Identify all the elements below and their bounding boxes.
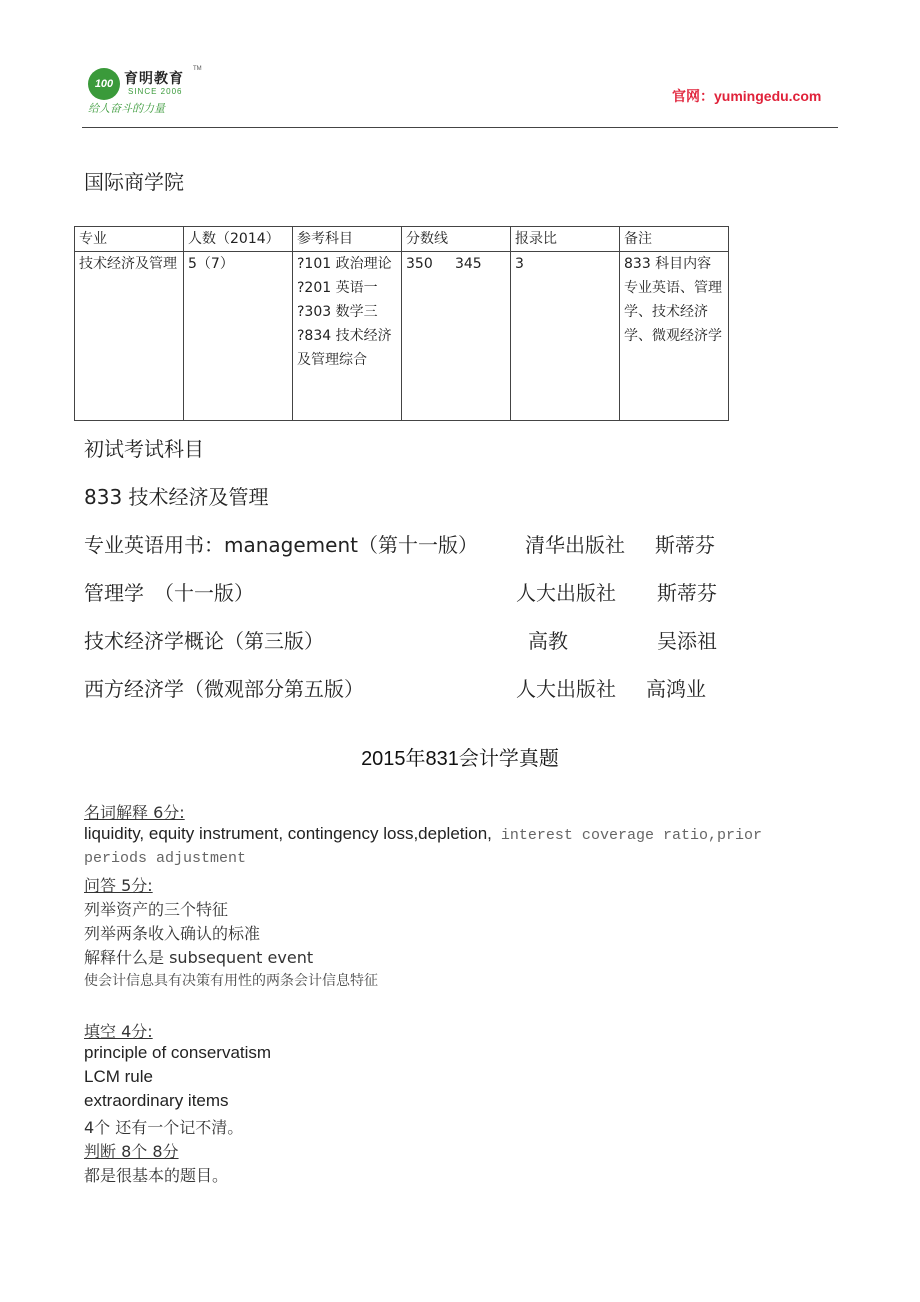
question: 解释什么是 subsequent event	[84, 948, 314, 967]
major-cell: 技术经济及管理	[75, 252, 184, 421]
book-publisher: 清华出版社	[525, 533, 625, 557]
judge-note: 都是很基本的题目。	[84, 1166, 229, 1185]
book-title: 技术经济学概论（第三版）	[84, 629, 324, 653]
book-publisher: 人大出版社	[516, 581, 616, 605]
subject: ?201 英语一	[297, 280, 378, 296]
score-cell: 350 345	[402, 252, 511, 421]
section-label: 问答 5分:	[84, 876, 153, 895]
book-publisher: 高教	[528, 629, 568, 653]
book-author: 高鸿业	[646, 677, 706, 701]
school-heading: 国际商学院	[84, 170, 184, 194]
question: 列举资产的三个特征	[84, 900, 229, 919]
subject: ?101 政治理论	[297, 256, 392, 272]
book-author: 斯蒂芬	[655, 533, 715, 557]
question: 使会计信息具有决策有用性的两条会计信息特征	[84, 973, 378, 989]
book-title: 专业英语用书：management（第十一版）	[84, 533, 478, 557]
note: 833 科目内容	[624, 256, 712, 272]
terms-text: interest coverage ratio,prior	[491, 827, 762, 844]
question: 列举两条收入确认的标准	[84, 924, 261, 943]
terms-text: liquidity, equity instrument, contingency loss,depletion,	[84, 824, 492, 843]
admission-table	[74, 226, 729, 421]
fill-item: principle of conservatism	[84, 1043, 272, 1062]
section-label: 名词解释 6分:	[84, 803, 185, 822]
table-header: 分数线	[402, 227, 511, 252]
logo-slogan: 给人奋斗的力量	[88, 102, 165, 115]
exam-heading: 初试考试科目	[84, 437, 204, 461]
logo-icon: 100	[88, 68, 120, 100]
table-header: 人数（2014）	[184, 227, 293, 252]
website-link[interactable]: 官网：yumingedu.com	[672, 88, 822, 104]
section-label: 填空 4分:	[84, 1022, 153, 1041]
subject: ?834 技术经济及管理综合	[297, 328, 392, 368]
table-header: 备注	[620, 227, 729, 252]
note-cell	[620, 252, 729, 421]
table-header-row	[75, 227, 729, 252]
fill-item: 4个 还有一个记不清。	[84, 1118, 244, 1137]
fill-item: extraordinary items	[84, 1091, 229, 1110]
exam-title: 2015年831会计学真题	[361, 748, 559, 770]
subject: ?303 数学三	[297, 304, 378, 320]
logo-tm: TM	[193, 66, 202, 72]
header-divider	[82, 127, 838, 128]
logo-since: SINCE 2006	[128, 87, 183, 96]
table-header: 报录比	[511, 227, 620, 252]
book-title: 管理学 （十一版）	[84, 581, 254, 605]
book-author: 斯蒂芬	[657, 581, 717, 605]
count-cell: 5（7）	[184, 252, 293, 421]
book-title: 西方经济学（微观部分第五版）	[84, 677, 364, 701]
logo-name: 育明教育	[124, 71, 184, 87]
exam-code: 833 技术经济及管理	[84, 485, 269, 509]
fill-item: LCM rule	[84, 1067, 153, 1086]
subjects-cell	[293, 252, 402, 421]
section-label: 判断 8个 8分	[84, 1142, 179, 1161]
terms-text: periods adjustment	[84, 850, 247, 867]
terms-line	[84, 824, 762, 844]
ratio-cell: 3	[511, 252, 620, 421]
table-header: 参考科目	[293, 227, 402, 252]
table-header: 专业	[75, 227, 184, 252]
table-row	[75, 252, 729, 421]
book-publisher: 人大出版社	[516, 677, 616, 701]
book-author: 吴添祖	[657, 629, 717, 653]
note: 专业英语、管理学、技术经济学、微观经济学	[624, 280, 722, 344]
